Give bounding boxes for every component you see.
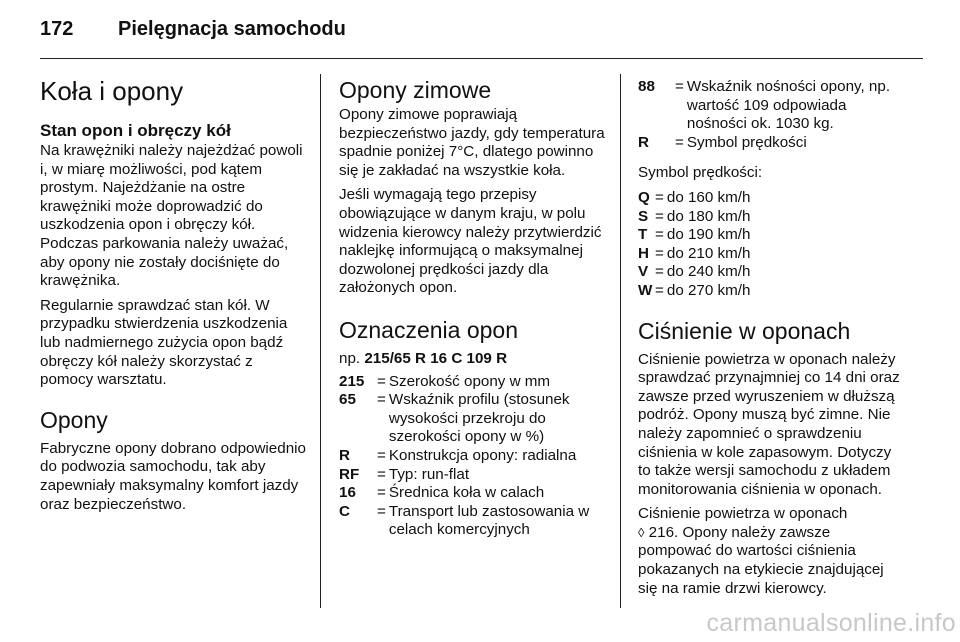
speed-row: S = do 180 km/h — [638, 207, 751, 225]
definition-row: C = Transport lub zastosowania w celach komercyjnych — [339, 502, 590, 539]
page-number: 172 — [40, 18, 74, 40]
column-divider-2 — [620, 74, 621, 608]
speed-row: W = do 270 km/h — [638, 281, 751, 299]
heading-winter-tyres: Opony zimowe — [339, 77, 492, 103]
speed-row: H = do 210 km/h — [638, 244, 751, 262]
speed-row: Q = do 160 km/h — [638, 188, 751, 206]
heading-tyre-pressure: Ciśnienie w oponach — [638, 317, 851, 344]
definition-row: RF = Typ: run-flat — [339, 465, 470, 483]
watermark: carmanualsonline.info — [706, 609, 956, 637]
column-3 — [638, 74, 906, 604]
paragraph-winter-2: Jeśli wymagają tego przepisy obowiązujące w danym kraju, w polu widzenia kierowcy należy przytwierdzić naklejkę informującą o maksymalnej dozwolonej prędkości jazdy dla założonych opon. — [339, 186, 602, 297]
chapter-title: Pielęgnacja samochodu — [118, 18, 346, 40]
section-title-wheels-tyres: Koła i opony — [40, 76, 184, 106]
paragraph-winter-1: Opony zimowe poprawiają bezpieczeństwo jazdy, gdy temperatura spadnie poniżej 7°C, dlatego powinno się je zakładać na wszystkie koła. — [339, 106, 605, 179]
definition-row: 88 = Wskaźnik nośności opony, np. wartość 109 odpowiada nośności ok. 1030 kg. — [638, 78, 891, 133]
speed-symbol-intro: Symbol prędkości: — [638, 164, 763, 182]
speed-symbol-list — [638, 189, 906, 301]
page-reference-arrow-icon[interactable]: ◊ — [638, 524, 645, 540]
definition-row: 215 = Szerokość opony w mm — [339, 372, 551, 390]
definition-row: R = Konstrukcja opony: radialna — [339, 446, 577, 464]
paragraph-factory-tyres: Fabryczne opony dobrano odpowiednio do podwozia samochodu, tak aby zapewniały maksymalny komfort jazdy oraz bezpieczeństwo. — [40, 439, 306, 513]
paragraph-curbs: Na krawężniki należy najeżdżać powoli i, w miarę możliwości, pod kątem prostym. Najeżdżanie na ostre krawężniki może doprowadzić do uszkodzenia opon i obręczy kół. Podczas parkowania należy uważać, aby opony nie zostały dociśnięte do krawężnika. — [40, 142, 303, 290]
pressure-reference-text: 216. Opony należy zawsze pompować do wartości ciśnienia pokazanych na etykiecie znajdującej się na ramie drzwi kierowcy. — [638, 523, 884, 597]
column-1 — [40, 74, 310, 520]
header-divider — [40, 58, 923, 59]
definition-row: R = Symbol prędkości — [638, 133, 807, 151]
paragraph-pressure-2: Ciśnienie powietrza w oponach ◊ 216. Opony należy zawsze pompować do wartości ciśnienia pokazanych na etykiecie znajdującej się na ramie drzwi kierowcy. — [638, 505, 884, 597]
page-header — [40, 18, 920, 48]
heading-tyres: Opony — [40, 406, 108, 433]
heading-tyre-markings: Oznaczenia opon — [339, 316, 519, 343]
paragraph-pressure-1: Ciśnienie powietrza w oponach należy sprawdzać przynajmniej co 14 dni oraz zawsze przed wyruszeniem w dłuższą podróż. Opony muszą być zimne. Nie należy zapomnieć o sprawdzeniu ciśnienia w kole zapasowym. Dotyczy to także wersji samochodu z układem monitorowania ciśnienia w oponach. — [638, 350, 900, 498]
definition-row: 65 = Wskaźnik profilu (stosunek wysokości przekroju do szerokości opony w %) — [339, 391, 570, 446]
speed-row: V = do 240 km/h — [638, 263, 751, 281]
heading-rims-condition: Stan opon i obręczy kół — [40, 121, 231, 140]
marking-definitions-cont — [638, 78, 906, 152]
definition-row: 16 = Średnica koła w calach — [339, 484, 545, 502]
column-2 — [339, 74, 611, 544]
example-code: 215/65 R 16 C 109 R — [364, 349, 508, 367]
column-divider-1 — [320, 74, 321, 608]
example-prefix: np. — [339, 349, 361, 367]
paragraph-inspection: Regularnie sprawdzać stan kół. W przypadku stwierdzenia uszkodzenia lub nadmiernego zużycia opon bądź obręczy kół należy skorzystać z pomocy warsztatu. — [40, 296, 288, 389]
marking-definitions — [339, 373, 611, 540]
speed-row: T = do 190 km/h — [638, 226, 751, 244]
example-code-line — [339, 350, 611, 369]
